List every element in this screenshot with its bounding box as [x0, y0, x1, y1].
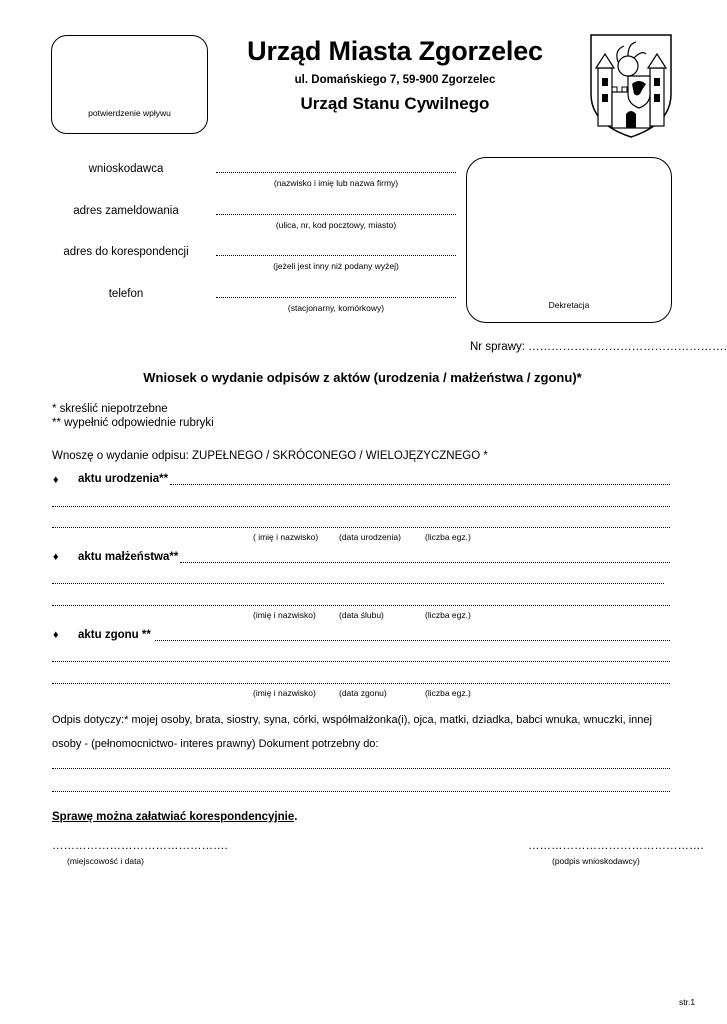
birth-hint-copies: (liczba egz.) — [425, 532, 471, 542]
correspondence-note-dot: . — [294, 811, 298, 823]
death-act-field-2[interactable] — [52, 661, 670, 662]
death-act-field-1[interactable] — [155, 640, 670, 641]
stamp-box — [51, 35, 208, 134]
death-hint-date: (data zgonu) — [339, 688, 387, 698]
decree-box-label: Dekretacja — [548, 300, 590, 310]
applicant-hint: (nazwisko i imię lub nazwa firmy) — [273, 178, 399, 188]
applicant-field[interactable] — [216, 172, 456, 173]
note-fill: ** wypełnić odpowiednie rubryki — [52, 417, 214, 429]
marriage-act-field-2[interactable] — [52, 583, 664, 584]
bullet-icon: ♦ — [53, 629, 59, 641]
concerns-line-2: osoby - (pełnomocnictwo- interes prawny) Dokument potrzebny do: — [52, 738, 379, 750]
place-date-dots[interactable]: ………………………………………. — [52, 840, 228, 852]
death-hint-copies: (liczba egz.) — [425, 688, 471, 698]
birth-hint-date: (data urodzenia) — [339, 532, 401, 542]
office-address: ul. Domańskiego 7, 59-900 Zgorzelec — [294, 74, 496, 86]
concerns-line-1: Odpis dotyczy:* mojej osoby, brata, siostry, syna, córki, współmałżonka(i), ojca, matki, dziadka, babci wnuka, wnuczki, innej — [52, 714, 652, 726]
death-act-label: aktu zgonu ** — [78, 629, 151, 641]
place-date-label: (miejscowość i data) — [67, 856, 144, 866]
marriage-hint-copies: (liczba egz.) — [425, 610, 471, 620]
request-line: Wnoszę o wydanie odpisu: ZUPEŁNEGO / SKRÓCONEGO / WIELOJĘZYCZNEGO * — [52, 450, 488, 462]
purpose-field-1[interactable] — [52, 768, 670, 769]
birth-act-field-1[interactable] — [170, 484, 670, 485]
coat-of-arms-icon — [588, 32, 674, 140]
correspondence-address-field[interactable] — [216, 255, 456, 256]
phone-hint: (stacjonarny, komórkowy) — [287, 303, 385, 313]
registered-address-label: adres zameldowania — [73, 205, 179, 217]
note-strike: * skreślić niepotrzebne — [52, 403, 168, 415]
marriage-act-label: aktu małżeństwa** — [78, 551, 179, 563]
signature-label: (podpis wnioskodawcy) — [552, 856, 640, 866]
death-act-field-3[interactable] — [52, 683, 670, 684]
marriage-act-field-1[interactable] — [180, 562, 670, 563]
marriage-hint-date: (data ślubu) — [339, 610, 384, 620]
purpose-field-2[interactable] — [52, 791, 670, 792]
marriage-act-field-3[interactable] — [52, 605, 670, 606]
birth-hint-name: ( imię i nazwisko) — [253, 532, 319, 542]
bullet-icon: ♦ — [53, 551, 59, 563]
birth-act-label: aktu urodzenia** — [78, 473, 169, 485]
phone-field[interactable] — [216, 297, 456, 298]
case-number: Nr sprawy: ……………………………………………. — [470, 341, 727, 353]
correspondence-address-hint: (jeżeli jest inny niż podany wyżej) — [273, 261, 399, 271]
correspondence-address-label: adres do korespondencji — [63, 246, 189, 258]
page-number: str.1 — [679, 997, 696, 1007]
stamp-box-label: potwierdzenie wpływu — [88, 108, 171, 118]
registered-address-field[interactable] — [216, 214, 456, 215]
department-title: Urząd Stanu Cywilnego — [300, 94, 490, 113]
applicant-label: wnioskodawca — [88, 163, 164, 175]
office-title: Urząd Miasta Zgorzelec — [247, 36, 543, 66]
correspondence-note — [52, 811, 297, 823]
birth-act-field-3[interactable] — [52, 527, 670, 528]
birth-act-field-2[interactable] — [52, 506, 670, 507]
signature-dots[interactable]: ………………………………………. — [528, 840, 704, 852]
death-hint-name: (imię i nazwisko) — [253, 688, 316, 698]
form-title: Wniosek o wydanie odpisów z aktów (urodzenia / małżeństwa / zgonu)* — [143, 370, 582, 385]
correspondence-note-text: Sprawę można załatwiać korespondencyjnie — [52, 811, 295, 823]
registered-address-hint: (ulica, nr, kod pocztowy, miasto) — [275, 220, 397, 230]
decree-box — [466, 157, 672, 323]
phone-label: telefon — [108, 288, 144, 300]
marriage-hint-name: (imię i nazwisko) — [253, 610, 316, 620]
bullet-icon: ♦ — [53, 474, 59, 486]
